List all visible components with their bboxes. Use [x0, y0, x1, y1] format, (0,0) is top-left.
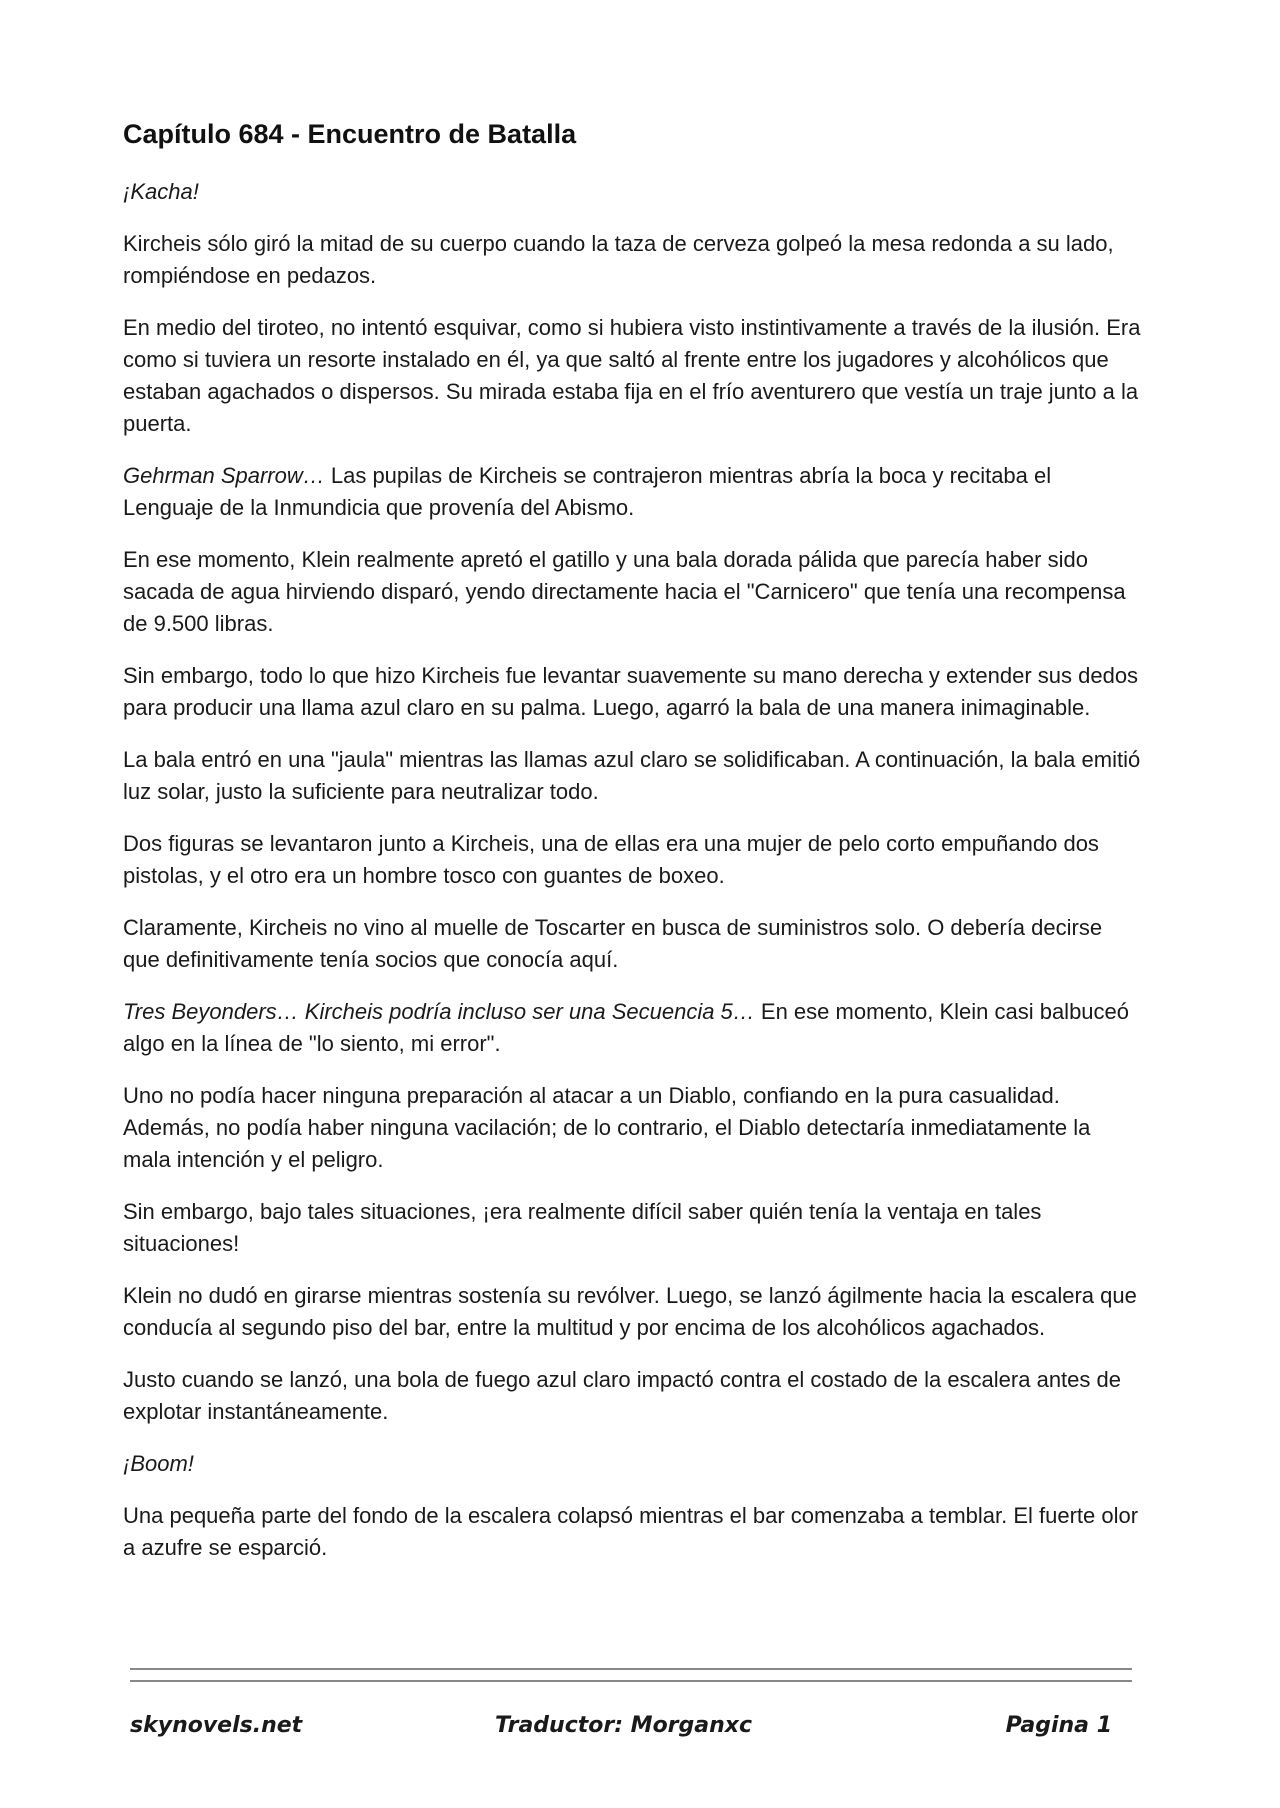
- text-run: Sin embargo, todo lo que hizo Kircheis fue levantar suavemente su mano derecha y extender sus dedos para producir una llama azul claro en su palma. Luego, agarró la bala de una manera inimaginable.: [123, 663, 1139, 721]
- paragraph: [123, 828, 1143, 892]
- paragraph: [123, 1364, 1143, 1428]
- paragraph: [123, 228, 1143, 292]
- text-run: Las pupilas de Kircheis se contrajeron mientras abría la boca y recitaba el Lenguaje de la Inmundicia que provenía del Abismo.: [123, 463, 1052, 521]
- paragraph: [123, 544, 1143, 640]
- page-footer: [130, 1713, 1132, 1747]
- paragraph: [123, 660, 1143, 724]
- paragraph: [123, 312, 1143, 440]
- document-page: [123, 118, 1143, 1584]
- italic-text: ¡Kacha!: [123, 179, 199, 205]
- footer-divider: [130, 1668, 1132, 1682]
- paragraph: [123, 996, 1143, 1060]
- paragraph: [123, 1448, 1143, 1480]
- paragraph: [123, 1500, 1143, 1564]
- text-run: Klein no dudó en girarse mientras sostenía su revólver. Luego, se lanzó ágilmente hacia la escalera que conducía al segundo piso del bar, entre la multitud y por encima de los alcohólicos agachados.: [123, 1283, 1137, 1341]
- italic-text: Tres Beyonders… Kircheis podría incluso ser una Secuencia 5…: [123, 999, 755, 1025]
- document-body: [123, 176, 1143, 1564]
- text-run: Justo cuando se lanzó, una bola de fuego azul claro impactó contra el costado de la escalera antes de explotar instantáneamente.: [123, 1367, 1121, 1425]
- text-run: Kircheis sólo giró la mitad de su cuerpo cuando la taza de cerveza golpeó la mesa redonda a su lado, rompiéndose en pedazos.: [123, 231, 1114, 289]
- paragraph: [123, 1080, 1143, 1176]
- text-run: La bala entró en una "jaula" mientras las llamas azul claro se solidificaban. A continuación, la bala emitió luz solar, justo la suficiente para neutralizar todo.: [123, 747, 1141, 805]
- paragraph: [123, 1280, 1143, 1344]
- text-run: Una pequeña parte del fondo de la escalera colapsó mientras el bar comenzaba a temblar. El fuerte olor a azufre se esparció.: [123, 1503, 1139, 1561]
- text-run: En ese momento, Klein realmente apretó el gatillo y una bala dorada pálida que parecía haber sido sacada de agua hirviendo disparó, yendo directamente hacia el "Carnicero" que tenía una recompensa de 9.500 libras.: [123, 547, 1126, 637]
- italic-text: Gehrman Sparrow…: [123, 463, 325, 489]
- text-run: Dos figuras se levantaron junto a Kircheis, una de ellas era una mujer de pelo corto empuñando dos pistolas, y el otro era un hombre tosco con guantes de boxeo.: [123, 831, 1099, 889]
- paragraph: [123, 744, 1143, 808]
- footer-rule-bottom: [130, 1680, 1132, 1682]
- text-run: En ese momento, Klein casi balbuceó algo en la línea de "lo siento, mi error".: [123, 999, 1130, 1057]
- text-run: Sin embargo, bajo tales situaciones, ¡era realmente difícil saber quién tenía la ventaja en tales situaciones!: [123, 1199, 1042, 1257]
- footer-site: skynovels.net: [130, 1713, 303, 1738]
- paragraph: [123, 912, 1143, 976]
- paragraph: [123, 1196, 1143, 1260]
- chapter-title: Capítulo 684 - Encuentro de Batalla: [123, 119, 577, 149]
- text-run: Claramente, Kircheis no vino al muelle de Toscarter en busca de suministros solo. O debería decirse que definitivamente tenía socios que conocía aquí.: [123, 915, 1103, 973]
- footer-translator: Traductor: Morganxc: [495, 1713, 753, 1738]
- paragraph: [123, 460, 1143, 524]
- text-run: En medio del tiroteo, no intentó esquivar, como si hubiera visto instintivamente a través de la ilusión. Era como si tuviera un resorte instalado en él, ya que saltó al frente entre los jugadores y alcohólicos que estaban agachados o dispersos. Su mirada estaba fija en el frío aventurero que vestía un traje junto a la puerta.: [123, 315, 1141, 437]
- italic-text: ¡Boom!: [123, 1451, 194, 1477]
- text-run: Uno no podía hacer ninguna preparación al atacar a un Diablo, confiando en la pura casualidad. Además, no podía haber ninguna vacilación; de lo contrario, el Diablo detectaría inmediatamente la mala intención y el peligro.: [123, 1083, 1091, 1173]
- footer-rule-top: [130, 1668, 1132, 1670]
- paragraph: [123, 176, 1143, 208]
- footer-page-number: Pagina 1: [1005, 1713, 1112, 1738]
